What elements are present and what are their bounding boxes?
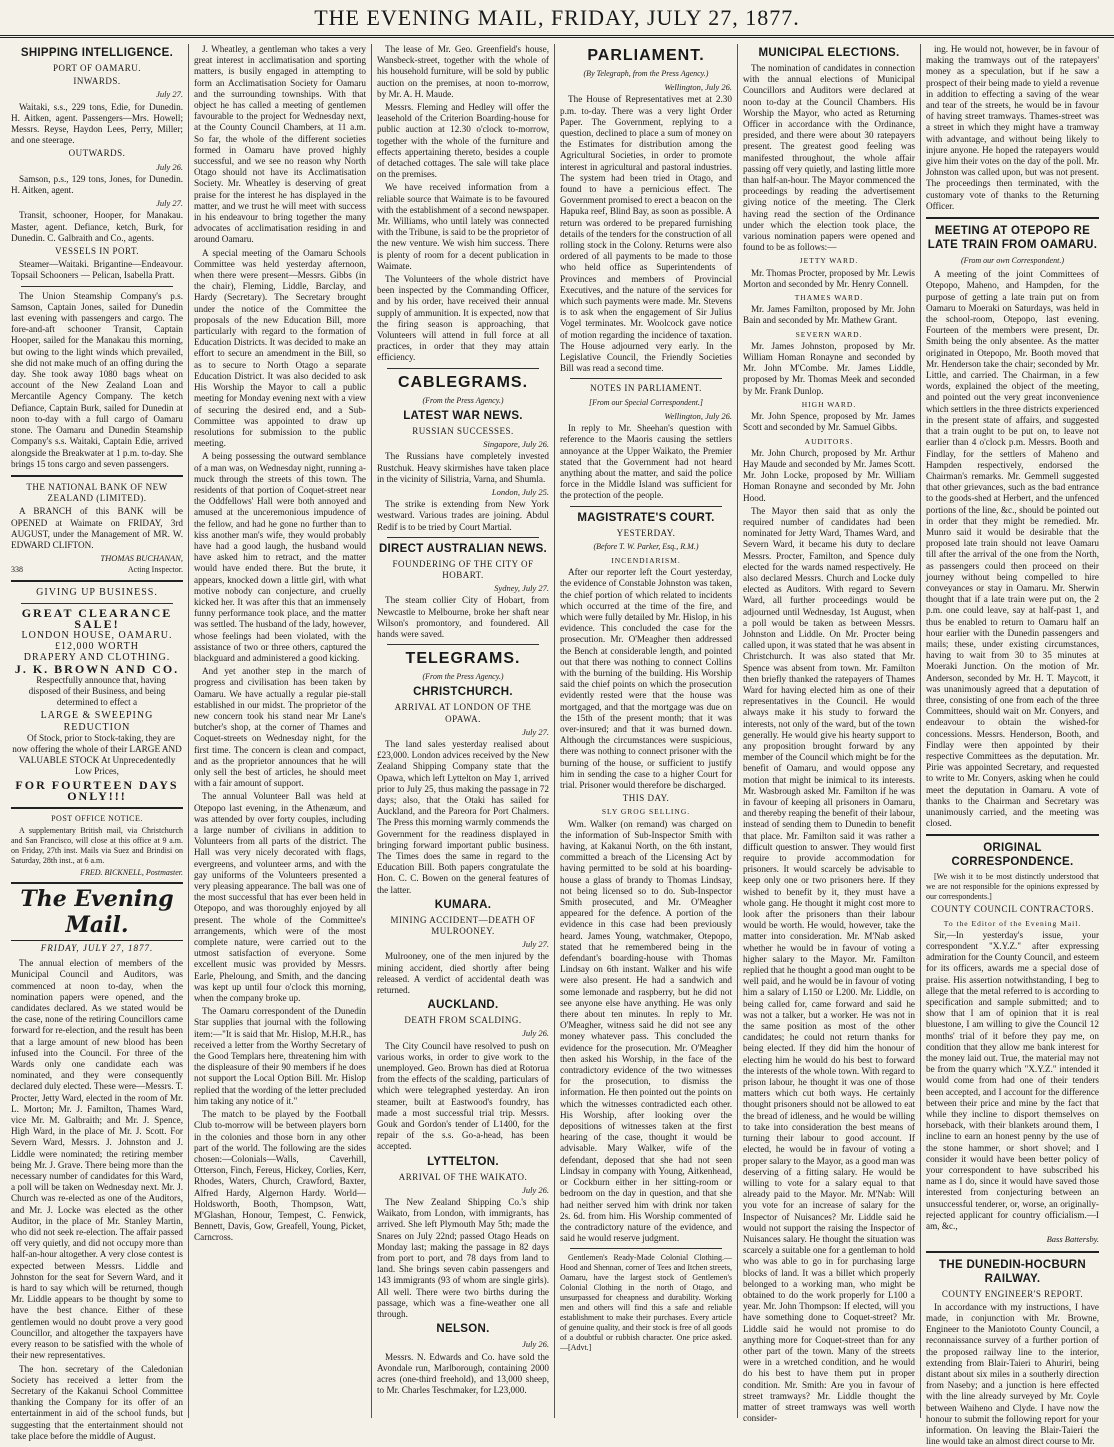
- brown-co: J. K. BROWN AND CO.: [14, 661, 180, 676]
- divider: [926, 1251, 1099, 1253]
- drapery: DRAPERY AND CLOTHING.: [23, 652, 171, 664]
- acclimatisation-paragraph: J. Wheatley, a gentleman who takes a very great interest in acclimatisation and sporting matters, is busily engaged in attempting to form an Acclimatisation Society for Oamaru and the surrounding townships. With that object he has called a meeting of gentlemen favourable to the project for Wednesday next, at the County Council Chambers, at 11 a.m. So far, the whole of the different societies formed in Oamaru have proved highly successful, and we see no reason why North Otago should not have its Acclimatisation Society. Mr. Wheatley is deserving of great praise for the interest he has displayed in the matter, and we trust he will meet with success in his endeavour to bring together the many advocates of acclimatisation residing in and around Oamaru.: [194, 44, 366, 245]
- engineer-report-heading: COUNTY ENGINEER'S REPORT.: [941, 1288, 1084, 1299]
- thames-ward-heading: THAMES WARD.: [794, 293, 864, 303]
- jetty-ward-heading: JETTY WARD.: [799, 256, 859, 266]
- russian-heading: RUSSIAN SUCCESSES.: [412, 425, 514, 436]
- football-paragraph: The match to be played by the Football Club to-morrow will be between players born in the colonies and those born in any other part of the world. The following are the sides chosen:—Colonials—Walls, Caverhill, Otterson, Finch, Fereus, Hickey, Corlies, Kerr, Rhodes, Waters, Church, Crawford, Baxter, Alfred Hardy, Algernon Hardy. World—Holdsworth, Booth, Thompson, Watt, M'Glashan, Honour, Tempest, C. Fenwick, Bennett, Davis, Gow, Greafell, Young, Picket, Carncross.: [194, 1109, 366, 1243]
- severn-ward-heading: SEVERN WARD.: [795, 329, 863, 339]
- war-news-heading: LATEST WAR NEWS.: [403, 409, 523, 422]
- hobart-date: Sydney, July 27.: [494, 583, 549, 594]
- column-5: [738, 44, 921, 1424]
- divider: [926, 834, 1099, 836]
- waimate-paper-paragraph: We have received information from a reliable source that Waimate is to be favoured with the establishment of a second newspaper. Mr. Williams, who until lately was connected with the Tribune, is said to be the proprietor of the new venture. We wish him success. There is plenty of room for a decent publication in Waimate.: [377, 182, 549, 271]
- municipal-text: The nomination of candidates in connection with the annual elections of Municipal Councillors and Auditors were declared at noon to-day at the Council Chambers. His Worship the Mayor, who acted as Returning Officer in accordance with the Ordinance, presided, and there were about 30 ratepayers present. The greatest good feeling was manifested throughout, the whole affair passing off very quietly, and lasting little more than half-an-hour. The Mayor commenced the proceedings by reading the advertisement giving notice of the meeting. The Clerk having read the section of the Ordinance under which the election took place, the various nomination papers were opened and found to be as follows:—: [743, 63, 915, 253]
- russian-text: The Russians have completely invested Rustchuk. Heavy skirmishes have taken place in the vicinity of Silistria, Varna, and Shumla.: [377, 451, 549, 484]
- notes-date: Wellington, July 26.: [664, 410, 732, 421]
- post-office-text: A supplementary British mail, via Christchurch and San Francisco, will close at this office at 9 a.m. on Friday, 27th inst. Mails via Suez and Brindisi on Saturday, 28th inst., at 6 a.m.: [11, 825, 183, 865]
- parliament-heading: PARLIAMENT.: [587, 47, 705, 64]
- post-office-heading: POST OFFICE NOTICE.: [51, 813, 143, 823]
- russian-date: Singapore, July 26.: [483, 439, 549, 450]
- bank-signature: THOMAS BUCHANAN,: [100, 553, 183, 564]
- brown-text: Respectfully announce that, having disposed of their Business, and being determined to effect a: [28, 674, 166, 708]
- fourteen-days: FOR FOURTEEN DAYS ONLY!!!: [15, 777, 179, 803]
- notes-heading: NOTES IN PARLIAMENT.: [590, 383, 702, 394]
- divider: [21, 286, 173, 287]
- this-day-heading: THIS DAY.: [622, 793, 670, 804]
- parliament-text: The House of Representatives met at 2.30 p.m. to-day. There was a very light Order Paper. The Government, replying to a question, declined to place a sum of money on the Estimates for distribution among the Agricultural Societies, in order to promote interest in agricultural and pastoral industries. The system had been tried in Otago, and found to have a pernicious effect. The Government promised to erect a beacon on the Hapuka reef, Blind Bay, as soon as possible. A return was ordered to be prepared furnishing details of the tenders for the construction of all rolling stock in the Colony. Returns were also ordered of all payments to be made to those who held office as Superintendents of Provinces and members of Provincial Executives, and the nature of the services for which such payments were made. Mr. Stevens is to ask when the engagement of Sir Julius Vogel terminates. Mr. Woolcock gave notice of motion regarding the incidence of taxation. The House adjourned very early. In the Legislative Council, the Friendly Societies Bill was read a second time.: [560, 94, 732, 374]
- newspaper-columns: [6, 44, 1108, 1447]
- divider: [11, 807, 183, 809]
- bank-notice: A BRANCH of this BANK will be OPENED at Waimate on FRIDAY, 3rd AUGUST, under the Management of MR. W. EDWARD CLIFTON.: [11, 506, 183, 550]
- outwards-heading: OUTWARDS.: [68, 148, 126, 159]
- divider: [387, 537, 539, 538]
- column-1: [6, 44, 189, 1441]
- railway-text: In accordance with my instructions, I have made, in conjunction with Mr. Browne, Engineer to the Maniototo County Council, a reconnaissance survey of a further portion of the proposed railway line to the interior, extending from Blair-Taieri to Ahuriri, being distant about six miles in a southerly direction from Naseby; and a junction is here effected with the line already surveyed by Mr. Coyle between Waiheno and Clyde. I have now the honour to submit the following report for your information. On leaving the Blair-Taieri the line would take an almost direct course to Mr.: [926, 1301, 1099, 1447]
- divider: [387, 368, 539, 369]
- outwards-text-2: Transit, schooner, Hooper, for Manakau. Master, agent. Defiance, ketch, Burk, for Dunedin. C. Galbraith and Co., agents.: [11, 210, 183, 243]
- bank-signature-title: Acting Inspector.: [127, 565, 183, 575]
- waikato-date: July 26.: [522, 1184, 549, 1195]
- jetty-ward-text: Mr. Thomas Procter, proposed by Mr. Lewis Morton and seconded by Mr. Henry Connell.: [743, 267, 915, 289]
- telegrams-source: (From the Press Agency.): [422, 672, 504, 682]
- severn-ward-text: Mr. James Johnston, proposed by Mr. William Homan Ronayne and seconded by Mr. John M'Combe. Mr. James Liddle, proposed by Mr. Thomas Meek and seconded by Mr. Frank Dunlop.: [743, 340, 915, 396]
- parliament-date: Wellington, July 26.: [664, 82, 732, 93]
- sweeping-reduction: LARGE & SWEEPING REDUCTION: [40, 710, 154, 733]
- nelson-heading: NELSON.: [436, 1323, 490, 1336]
- evening-mail-flag: The Evening Mail.: [11, 882, 183, 941]
- divider: [11, 475, 183, 477]
- kumara-heading: KUMARA.: [434, 898, 492, 911]
- london-date: London, July 25.: [491, 486, 549, 497]
- magistrates-subheading: YESTERDAY.: [616, 527, 676, 538]
- incendiarism-heading: INCENDIARISM.: [611, 555, 681, 565]
- parliament-source: (By Telegraph, from the Press Agency.): [583, 69, 709, 78]
- correspondence-note: [We wish it to be most distinctly understood that we are not responsible for the opinions expressed by our correspondents.]: [926, 872, 1099, 902]
- stock-text: Of Stock, prior to Stock-taking, they are now offering the whole of their LARGE AND VALUABLE STOCK At Unprecedentedly Low Prices,: [12, 732, 182, 777]
- pie-stall-paragraph: And yet another step in the march of progress and civilisation has been taken by Oamaru. We have actually a regular pie-stall established in our midst. The proprietor of the new concern took his stand near Mr Lane's butcher's shop, at the corner of Thames and Coquet-streets on Wednesday night, for the first time. The concern is clean and compact, and as the proprietor announces that he will only sell the best of articles, he should meet with a fair amount of support.: [194, 666, 366, 789]
- hobart-text: The steam collier City of Hobart, from Newcastle to Melbourne, broke her shaft near Wilson's promontory, and foundered. All hands were saved.: [377, 595, 549, 639]
- vessels-heading: VESSELS IN PORT.: [54, 246, 140, 257]
- volunteer-ball-paragraph: The annual Volunteer Ball was held at Otepopo last evening, in the Athenæum, and was attended by over forty couples, including a large number of civilians in addition to Volunteers from all parts of the district. The Hall was very nicely decorated with flags, evergreens, and volunteer arms, and with the gay uniforms of the Volunteers presented a very pleasing appearance. The ball was one of the most successful that has ever been held in Otepopo, and was thoroughly enjoyed by all present. The whole of the Committee's arrangements, which were of the most complete nature, were carried out to the utmost satisfaction of everyone. Some excellent music was provided by Messrs. Earle, Pheloung, and Smith, and the dancing was kept up until four o'clock this morning, when the company broke up.: [194, 791, 366, 1004]
- divider: [11, 580, 183, 582]
- masthead: [0, 0, 1114, 38]
- column-6: [921, 44, 1104, 1447]
- australian-heading: DIRECT AUSTRALIAN NEWS.: [378, 542, 548, 555]
- to-editor: To the Editor of the Evening Mail.: [943, 918, 1082, 928]
- auckland-heading: AUCKLAND.: [427, 999, 499, 1012]
- cablegrams-source: (From the Press Agency.): [422, 395, 504, 405]
- schools-committee-paragraph: A special meeting of the Oamaru Schools Committee was held yesterday afternoon, when there were present—Messrs. Gibbs (in the chair), Fleming, Liddle, Barclay, and Hardy (Secretary). The Secretary brought under the notice of the Committee the proposals of the new Education Bill, more particularly with regard to the formation of Education Districts. It was decided to make an effort to secure an amendment in the Bill, so as to secure to North Otago a separate Education District. It was also decided to ask His Worship the Mayor to call a public meeting for Monday evening next with a view of securing the desired end, and a Sub-Committee was appointed to draw up resolutions for submission to the public meeting.: [194, 247, 366, 449]
- scalding-date: July 26.: [522, 1028, 549, 1039]
- letter-signature: Bass Battersby.: [1046, 1234, 1099, 1245]
- port-heading: PORT OF OAMARU.: [52, 63, 142, 73]
- criterion-paragraph: Messrs. Fleming and Hedley will offer the leasehold of the Criterion Boarding-house for public auction at 12.30 o'clock to-morrow, together with the whole of the furniture and effects appertaining thereto, besides a couple of detached cottages. The sale will take place on the premises.: [377, 102, 549, 180]
- volunteers-paragraph: The Volunteers of the whole district have been inspected by the Commanding Officer, and by his order, have received their annual supply of ammunition. It is expected, now that the firing season is approaching, that Volunteers will attend in full force at all practices, in order that they may attain efficiency.: [377, 274, 549, 363]
- london-text: The strike is extending from New York westward. Various trades are joining. Abdul Redif is to be tried by Court Martial.: [377, 499, 549, 532]
- hobart-heading: FOUNDERING OF THE CITY OF HOBART.: [392, 558, 534, 580]
- divider: [570, 506, 722, 507]
- waikato-text: The New Zealand Shipping Co.'s ship Waikato, from London, with immigrants, has arrived. She left Plymouth May 5th; made the Snares on July 22nd; passed Otago Heads on Monday last; making the passage in 82 days from port to port, and 78 days from land to land. She brings seven cabin passengers and 143 immigrants (93 of whom are single girls). All well. There were two births during the passage, which was a fine-weather one all through.: [377, 1197, 549, 1320]
- divider: [387, 644, 539, 645]
- masthead-title: THE EVENING MAIL, FRIDAY, JULY 27, 1877.: [314, 4, 800, 30]
- opawa-date: July 27.: [522, 726, 549, 737]
- shipping-paragraph: The Union Steamship Company's p.s. Samson, Captain Jones, sailed for Dunedin last evening with passengers and cargo. The fore-and-aft schooner Transit, Captain Hooper, sailed for the Manakau this morning, but owing to the light winds which prevailed, she did not make much of an offing during the day. She took away 1080 bags wheat on account of the New Zealand Loan and Mercantile Agency Company. The ketch Defiance, Captain Burk, sailed for Dunedin at noon to-day with a full cargo of Oamaru stone. The Oamaru and Dunedin Steamship Company's s.s. Waitaki, Captain Edie, arrived alongside the Breakwater at 1 p.m. to-day. She brings 15 tons cargo and seven passengers.: [11, 290, 183, 469]
- mining-text: Mulrooney, one of the men injured by the mining accident, died shortly after being released. A verdict of accidental death was returned.: [377, 951, 549, 996]
- star-item-paragraph: The Oamaru correspondent of the Dunedin Star supplies that journal with the following item:—"It is said that Mr. Hislop, M.H.R., has received a letter from the Worthy Secretary of the Good Templars here, threatening him with the displeasure of their 90 members if he does not support the Local Option Bill. Mr. Hislop replied that the wording of the letter precluded him taking any notice of it.": [194, 1006, 366, 1106]
- mining-heading: MINING ACCIDENT—DEATH OF MULROONEY.: [390, 914, 536, 936]
- opawa-heading: ARRIVAL AT LONDON OF THE OPAWA.: [394, 702, 532, 724]
- railway-heading: THE DUNEDIN-HOCBURN RAILWAY.: [939, 1258, 1086, 1285]
- divider: [570, 378, 722, 379]
- bank-footer: [11, 565, 183, 575]
- sly-grog-text: Wm. Walker (on remand) was charged on the information of Sub-Inspector Smith with having, at Kakanui North, on the 6th instant, committed a breach of the Licensing Act by having permitted to be sold at his boarding-house a glass of brandy to Thomas Lindsay, not being licensed so to do. Sub-Inspector Smith prosecuted, and Mr. O'Meagher appeared for the defence. A portion of the evidence in this case had been previously heard. James Young, watchmaker, Otepopo, stated that he remembered being in the defendant's boarding-house with Thomas Lindsay on 6th instant. Walker and his wife were also present. He had a sandwich and some lemonade and raspberry, but he did not see anyone else have anything. He was only there about ten minutes. In reply to Mr. O'Meagher, witness said he did not see any money whatever pass. This concluded the evidence for the prosecution. Mr. O'Meagher then asked his Worship, in the face of the contradictory evidence of the two witnesses for the prosecution, to dismiss the information. He then pointed out the points on which the witnesses contradicted each other. His Worship, after looking over the depositions of witnesses taken at the first hearing of the case, thought it would be advisable. Mary Walker, wife of the defendant, deposed that she had not seen Lindsay in company with Young, Aitkenhead, or Cockburn either in her sitting-room or bedroom on the day in question, and that she had neither served him with drink nor taken 2s. 6d. from him. His Worship commented of the contradictory nature of the evidence, and said he would reserve judgment.: [560, 818, 732, 1244]
- county-contractors-heading: COUNTY COUNCIL CONTRACTORS.: [931, 904, 1094, 915]
- letter-text: Sir,—In yesterday's issue, your correspondent "X.Y.Z." after expressing admiration for the County Council, and esteem for its officers, awards me a special dose of praise. His assertion notwithstanding, I beg to allege that the metal referred to is according to specification and sample submitted; and to show that I am of opinion that it is real bluestone, I am willing to give the Council 12 months' trial of it before they pay me, on condition that they allow me bank interest for the money laid out. True, the material may not be from the quarry which "X.Y.Z." intended it would come from had one of their tenders been accepted, and I account for the difference between their price and mine by the fact that while they incline to disport themselves on horseback, with their blankets around them, I incline to earn an honest penny by the use of the stone hammer, or short shovel; and I consider it would have been better policy of your correspondent to have subscribed his name as I do, since it would have saved those interested from conjecturing between an unsuccessful tenderer, or, worse, an originally-rejected applicant for country officialism.—I am, &c.,: [926, 929, 1099, 1232]
- giving-up: GIVING UP BUSINESS.: [36, 587, 158, 599]
- waikato-heading: ARRIVAL OF THE WAIKATO.: [398, 1171, 528, 1182]
- london-house: LONDON HOUSE, OAMARU.: [21, 629, 173, 641]
- municipal-heading: MUNICIPAL ELECTIONS.: [758, 47, 900, 59]
- incendiarism-text: After our reporter left the Court yesterday, the evidence of Constable Johnston was taken, the chief portion of which related to incidents which occurred at the time of the fire, and which were fully detailed by Mr. Hislop, in his evidence. This concluded the case for the prosecution. Mr. O'Meagher then addressed the Bench at considerable length, and pointed out that there was nothing to connect Collins with the burning of the building. His Worship said the chief points on which the prosecution evidently rested were that the house was mortgaged, and that the mortgage was due on the 15th of the present month; that it was over-insured; and that it was burned down. Although the circumstances were suspicious, there was nothing to connect prisoner with the burning of the house, or sufficient to justify him in sending the case to a higher Court for trial. Prisoner would therefore be discharged.: [560, 567, 732, 790]
- thames-ward-text: Mr. James Familton, proposed by Mr. John Bain and seconded by Mr. Mathew Grant.: [743, 304, 915, 326]
- auditors-text: Mr. John Church, proposed by Mr. Arthur Hay Maude and seconded by Mr. James Scott. Mr. John Locke, proposed by Mr. William Homan Ronayne and seconded by Mr. John Hood.: [743, 447, 915, 503]
- scalding-heading: DEATH FROM SCALDING.: [404, 1015, 522, 1026]
- opawa-text: The land sales yesterday realised about £23,000. London advices received by the New Zealand Shipping Company state that the Opawa, which left Lyttelton on May 1, arrived prior to July 25, thus making the passage in 72 days; also, that the Otaki has sailed for Auckland, and the Pareora for Port Chalmers. The Press this morning warmly commends the Government for the readiness displayed in bringing forward important public business. The Times does the same in regard to the Education Bill. Both papers congratulate the Hon. C. C. Bowen on the general features of the latter.: [377, 738, 549, 895]
- flag-date: FRIDAY, JULY 27, 1877.: [40, 942, 154, 953]
- cablegrams-heading: CABLEGRAMS.: [397, 373, 529, 391]
- mining-date: July 27.: [522, 939, 549, 950]
- column-4: [555, 44, 738, 1418]
- sly-grog-heading: SLY GROG SELLING.: [601, 807, 691, 817]
- clearance-sale: GREAT CLEARANCE SALE!: [21, 605, 173, 631]
- divider: [570, 1248, 722, 1249]
- bank-heading: THE NATIONAL BANK OF NEW ZEALAND (LIMITED).: [26, 481, 168, 504]
- correspondence-heading: ORIGINAL CORRESPONDENCE.: [951, 842, 1074, 869]
- otepopo-source: (From our own Correspondent.): [961, 256, 1064, 266]
- shipping-heading: SHIPPING INTELLIGENCE.: [20, 47, 174, 59]
- municipal-continued: ing. He would not, however, be in favour of making the tramways out of the ratepayers' money as a speculation, but if he saw a prospect of their being made to yield a revenue in addition to effecting a saving of the wear and tear of the streets, he would be in favour of having street tramways. Thames-street was a street in which they might have a tramway with advantage, and without being likely to injure anyone. He hoped the ratepayers would give him their votes on the day of the poll. Mr. Johnston was called upon, but was not present. The proceedings then terminated, with the customary vote of thanks to the Returning Officer.: [926, 44, 1099, 211]
- column-3: [372, 44, 555, 1418]
- inwards-text: Waitaki, s.s., 229 tons, Edie, for Dunedin. H. Aitken, agent. Passengers—Mrs. Howell; Messrs. Reyse, Haydon Lees, Perry, Miller; and one steerage.: [11, 101, 183, 146]
- high-ward-heading: HIGH WARD.: [801, 399, 857, 409]
- nelson-text: Messrs. N. Edwards and Co. have sold the Avondale run, Marlborough, containing 2000 acres (one-third freehold), and 13,000 sheep, to Mr. Charles Teschmaker, for L23,000.: [377, 1351, 549, 1396]
- notes-source: [From our Special Correspondent.]: [588, 397, 704, 407]
- lease-paragraph: The lease of Mr. Geo. Greenfield's house, Wansbeck-street, together with the whole of his household furniture, will be sold by public auction on the premises, at noon to-morrow, by Mr. A. H. Maude.: [377, 44, 549, 99]
- inwards-heading: INWARDS.: [73, 76, 121, 87]
- notes-text: In reply to Mr. Sheehan's question with reference to the Maoris causing the settlers annoyance at the Upper Waikato, the Premier stated that the Government had not heard anything about the matter, and said the police force in the Middle Island was sufficient for the protection of the people.: [560, 423, 732, 501]
- post-office-signature: FRED. BICKNELL, Postmaster.: [80, 867, 183, 877]
- scalding-text: The City Council have resolved to push on various works, in order to give work to the unemployed. Geo. Brown has died at Rotorua from the effects of the scalding, particulars of which were telegraphed yesterday. An iron steamer, built at Eastwood's foundry, has made a most successful trial trip. Messrs. Gouk and Gordon's tender of L1400, for the repair of the s.s. Go-a-head, has been accepted.: [377, 1040, 549, 1152]
- christchurch-heading: CHRISTCHURCH.: [413, 686, 513, 699]
- magistrates-heading: MAGISTRATE'S COURT.: [577, 511, 715, 524]
- outwards-text: Samson, p.s., 129 tons, Jones, for Dunedin. H. Aitken, agent.: [11, 173, 183, 196]
- outwards-date: July 26.: [156, 161, 183, 172]
- high-ward-text: Mr. John Spence, proposed by Mr. James Scott and seconded by Mr. Samuel Gibbs.: [743, 411, 915, 433]
- worth: £12,000 WORTH: [55, 641, 139, 653]
- editorial-paragraph-2: The hon. secretary of the Caledonian Society has received a letter from the Secretary of the Kakanui School Committee thanking the Company for its offer of an entertainment in aid of the school funds, but suggesting that the entertainment should not take place before the middle of August.: [11, 1363, 183, 1441]
- magistrates-before: (Before T. W. Parker, Esq., R.M.): [593, 541, 699, 551]
- nelson-date: July 26.: [522, 1339, 549, 1350]
- column-2: [189, 44, 372, 1418]
- vessels-text: Steamer—Waitaki. Brigantine—Endeavour. Topsail Schooners — Pelican, Isabella Pratt.: [11, 259, 183, 281]
- bank-number: 338: [11, 565, 23, 575]
- lyttelton-heading: LYTTELTON.: [427, 1155, 499, 1168]
- telegrams-heading: TELEGRAMS.: [405, 650, 521, 668]
- divider: [926, 217, 1099, 219]
- editorial-paragraph: The annual election of members of the Municipal Council and Auditors, was commenced at noon to-day, when the nomination papers were opened, and the candidates declared. As we stated would be the case, none of the retiring Councillors came forward for re-election, and the result has been that a large amount of new blood has been infused into the Council. For three of the Wards only one candidate each was nominated, and they were consequently declared duly elected. These were—Messrs. T. Procter, Jetty Ward, elected in the room of Mr. L. Morton; Mr. J. Familton, Thames Ward, vice Mr. M. Galbraith; and Mr. J. Spence, High Ward, in the place of Mr. J. Scott. For Severn Ward, Messrs. J. Johnston and J. Liddle were nominated; the retiring member being Mr. J. Grave. There being more than the necessary number of candidates for this Ward, a poll will be taken on Wednesday next. Mr. J. Church was re-elected as one of the Auditors, and Mr. J. Locke was elected as the other Auditor, in the place of Mr. Stanley Martin, who did not seek re-election. The affair passed off very quietly, and did not occupy more than half-an-hour altogether. A very close contest is expected between Messrs. Liddle and Johnston for the seat for Severn Ward, and it is hard to say which will be returned, though Mr. Liddle appears to be thought by some to have the best chance. Either of these gentlemen would no doubt prove a very good Councillor, and altogether the taxpayers have every reason to be satisfied with the whole of their new representatives.: [11, 958, 183, 1361]
- municipal-text-2: The Mayor then said that as only the required number of candidates had been nominated for Jetty Ward, Thames Ward, and Severn Ward, it became his duty to declare Messrs. Procter, Familton, and Spence duly elected for the wards named respectively. He also declared Messrs. Church and Locke duly elected as Auditors. With regard to Severn Ward, all further proceedings would be adjourned until Wednesday, 1st August, when a poll would be taken as between Messrs. Johnston and Liddle. On Mr. Procter being called upon, it was stated that he was absent in Christchurch. It was also stated that Mr. Spence was absent from town. Mr. Familton then briefly thanked the ratepayers of Thames Ward for having elected him as one of their representatives in the Council. He would always make it his study to forward the interests, not only of the ward, but of the town generally. He would give his hearty support to any proposition brought forward by any member of the Council which might be for the benefit of Oamaru, and would oppose any motion that might be inimical to its interests. Mr. Wasbrough asked Mr. Familton if he was in favour of keeping all prisoners in Oamaru, and thereby reaping the benefit of their labour, instead of sending them to Dunedin to benefit that place. Mr. Familton said it was rather a difficult question to answer. They would first require to provide accommodation for prisoners. It would scarcely be advisable to keep only one or two prisoners here. If they wished to benefit by it, they must have a whole gang. He thought it might cost more to look after the prisoners than their labour would be worth. He would, however, take the matter into consideration. Mr. M'Nab asked whether he would be in favour of voting a higher salary to the Mayor. Mr. Familton replied that he thought a good man ought to be well paid, and he would be in favour of voting him a salary of L150 or L200. Mr. Liddle, on being called for, came forward and said he was not a talker, but a worker. He was not in the same position as most of the other candidates; he could not return thanks for being elected. If they did him the honour of electing him he would do his best to forward the interests of the whole town. With regard to prison labour, he thought it was one of those matters which cut both ways. He certainly thought prisoners should not be allowed to eat the bread of idleness, and he would be willing to take into consideration the best means of turning their labour to good account. If elected, he would be in favour of voting a proper salary to the Mayor, as a good man was deserving of a fitting salary. He would be willing to vote for a salary equal to that already paid to the Mayor. Mr. M'Nab: Will you vote for an increase of salary for the Inspector of Nuisances? Mr. Liddle said he would not support the raising the Inspector of Nuisances salary. He thought the situation was scarcely a suitable one for a gentleman to hold who was able to go in for purchasing large blocks of land. It was a billet which properly belonged to a working man, who might be obtained to do the work properly for L100 a year. Mr. John Thompson: If elected, will you have something done to Coquet-street? Mr. Liddle said he would not promise to do anything more for Coquet-street than for any other part of the town. Many of the streets were in a wretched condition, and he would do his best to have them put in proper condition. Mr. Smith: Are you in favour of street tramways? Mr. Liddle thought the matter of street tramways was well worth consider-: [743, 505, 915, 1424]
- clothing-advertisement: Gentlemen's Ready-Made Colonial Clothing.—Hood and Shennan, corner of Tees and Itchen streets, Oamaru, have the largest stock of Gentlemen's Colonial Clothing in the north of Otago, and unsurpassed for cheapness and durability. Working men and others will find this a safe and reliable establishment to make their purchases. Every article of genuine quality, and their stock is free of all goods of a doubtful or rubbish character. One price asked.—[Advt.]: [560, 1253, 732, 1353]
- divider: [21, 603, 173, 604]
- otepopo-text: A meeting of the joint Committees of Otepopo, Maheno, and Hampden, for the purpose of getting a late train put on from Oamaru to Moeraki on Saturdays, was held in the school-room, Otepopo, last evening. Fourteen of the members were present, Dr. Smith being the only absentee. As the matter originated in Otepopo, Mr. Booth moved that Mr. Henderson take the chair; seconded by Mr. Little, and carried. The Chairman, in a few words, explained the object of the meeting, and pointed out the very great inconvenience which settlers in the three districts experienced in the present state of affairs, and suggested that a train ought to be put on, to leave not earlier than 4 o'clock p.m. Messrs. Booth and Findlay, for the settlers of Maheno and Hampden respectively, endorsed the Chairman's remarks. Mr. Gemmell suggested that other grievances, such as the bad entrance to the goods-shed at Herbert, and the unfenced portions of the line, &c., should be pointed out in order that they might be remedied. Mr. Munro said it would be desirable that the proposed late train should not leave Oamaru till after the arrival of the one from the North, as passengers could then proceed on their journey without being compelled to hire conveyances or stay in Oamaru. Mr. Sherwin thought that if a late train were put on, the 2 p.m. one could leave, say at half-past 1, and thus be enabled to return to Oamaru half an hour earlier with the Dunedin passengers and mails; these, under existing circumstances, having to wait from 30 to 35 minutes at Moeraki Junction. On the motion of Mr. Anderson, seconded by Mr. H. T. Maycott, it was unanimously agreed that a deputation of three, consisting of one from each of the three Committees, should wait on Mr. Conyers, and endeavour to obtain the wished-for concessions. Messrs. Henderson, Booth, and Findlay were then appointed by their respective Committees as the deputation. Mr. Pirie was appointed Secretary, and requested to write to Mr. Conyers, asking when he could meet the deputation in Oamaru. A vote of thanks to the Chairman and Secretary was unanimously carried, and the meeting was closed.: [926, 269, 1099, 829]
- street-incident-paragraph: A being possessing the outward semblance of a man was, on Wednesday night, running a-muck through the streets of this town. The residents of that portion of Coquet-street near the Oddfellows' Hall were both annoyed and amused at the unceremonious impudence of the fellow, and had he gone no further than to kiss another man's wife, they would probably have had a good laugh, the husband would have asked him to retract, and the matter would have ended there. But the brute, it appears, knocked down a little girl, with what motive nobody can conjecture, and cruelly kicked her. It was after this that an immensely funny performance took place, and the matter was settled. The husband of the lady, however, whose feelings had been violated, with the assistance of two or three others, captured the blackguard and administered a good kicking.: [194, 451, 366, 663]
- outwards-date-2: July 27.: [156, 198, 183, 209]
- clearance-ad: [11, 587, 183, 802]
- inwards-date: July 27.: [156, 89, 183, 100]
- otepopo-heading: MEETING AT OTEPOPO RE LATE TRAIN FROM OAMARU.: [927, 225, 1098, 252]
- auditors-heading: AUDITORS.: [804, 436, 854, 446]
